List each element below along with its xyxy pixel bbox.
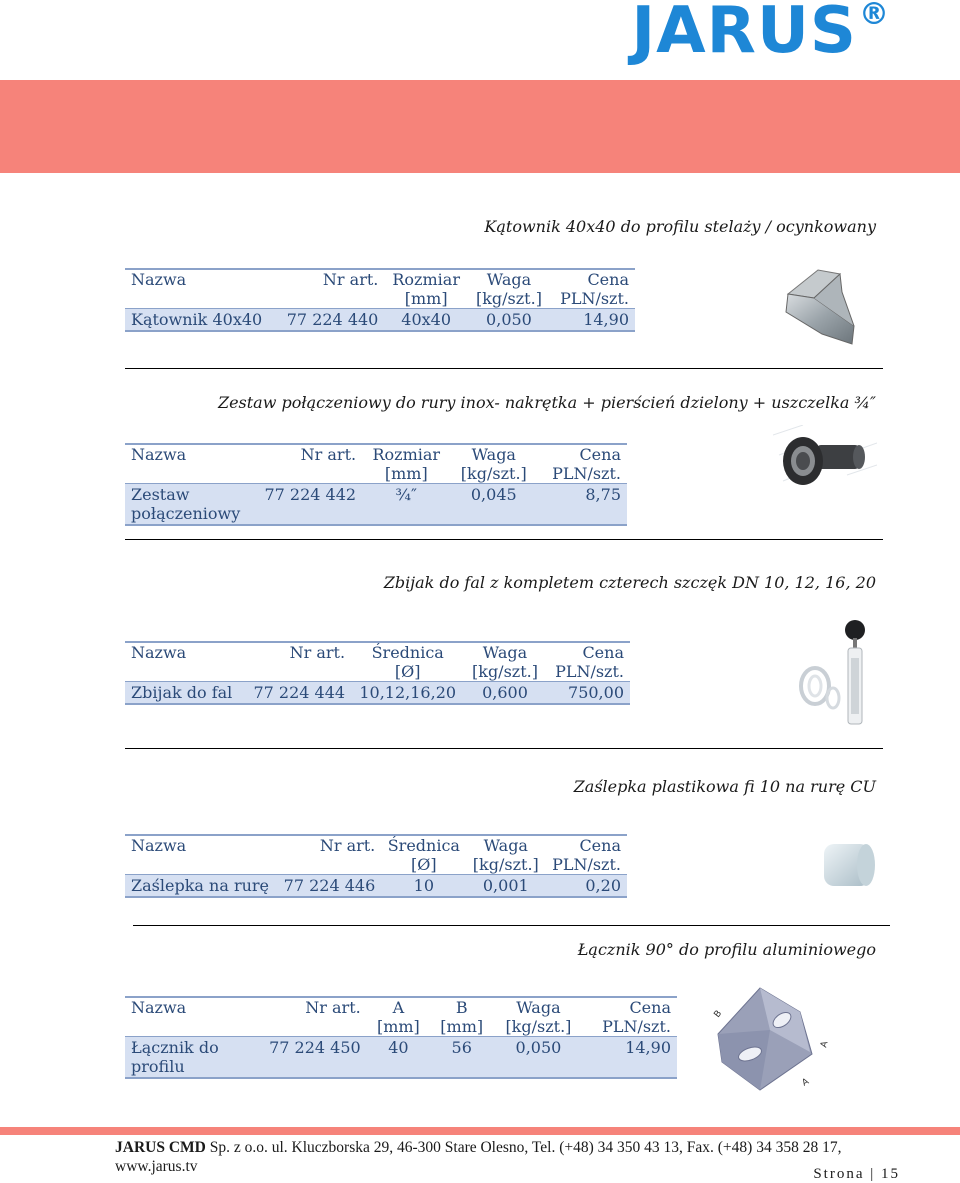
cell-article: 77 224 442	[247, 484, 362, 526]
cell-weight: 0,045	[450, 484, 537, 526]
cell-price: 14,90	[550, 309, 635, 332]
cell-size: 10,12,16,20	[351, 682, 464, 705]
section-divider	[125, 748, 883, 749]
col-header: Nr art.	[247, 997, 367, 1037]
col-header: Rozmiar [mm]	[384, 269, 468, 309]
footer-band	[0, 1127, 960, 1135]
section-divider	[125, 368, 883, 369]
col-header: B [mm]	[430, 997, 493, 1037]
col-header: Waga [kg/szt.]	[450, 444, 537, 484]
spec-table	[125, 268, 635, 332]
col-header: Waga [kg/szt.]	[464, 642, 545, 682]
table-row	[125, 484, 627, 526]
table-row	[125, 1037, 677, 1079]
plastic-cap-image	[818, 834, 882, 896]
cell-name: Zbijak do fal	[125, 682, 243, 705]
col-header: Rozmiar [mm]	[362, 444, 450, 484]
footer-company: JARUS CMD	[115, 1139, 206, 1156]
col-header: Cena PLN/szt.	[546, 642, 630, 682]
cell-size: 10	[381, 875, 466, 898]
table-row	[125, 875, 627, 898]
section-divider	[125, 539, 883, 540]
col-header: Nazwa	[125, 444, 247, 484]
footer-address	[115, 1138, 841, 1176]
cell-price: 750,00	[546, 682, 630, 705]
cell-weight: 0,050	[493, 1037, 583, 1079]
cell-size: ¾″	[362, 484, 450, 526]
product-title: Zestaw połączeniowy do rury inox- nakrętka + pierścień dzielony + uszczelka ¾″	[217, 393, 876, 412]
section-divider	[133, 925, 890, 926]
dimension-label-a2: A	[800, 1076, 811, 1089]
col-header: Nr art.	[243, 642, 351, 682]
cell-size: 40x40	[384, 309, 468, 332]
cell-price: 8,75	[537, 484, 627, 526]
product-title: Zaślepka plastikowa fi 10 na rurę CU	[573, 777, 876, 796]
spec-table	[125, 834, 627, 898]
footer-address-text: Sp. z o.o. ul. Kluczborska 29, 46-300 Stare Olesno, Tel. (+48) 34 350 43 13, Fax. (+48) 34 358 28 17,	[205, 1139, 842, 1156]
col-header: Średnica [Ø]	[381, 835, 466, 875]
cell-price: 0,20	[545, 875, 627, 898]
product-title: Łącznik 90° do profilu aluminiowego	[577, 940, 876, 959]
dimension-label-b: B	[712, 1008, 725, 1020]
col-header: Waga [kg/szt.]	[468, 269, 550, 309]
dimension-label-a: A	[819, 1040, 831, 1049]
cell-article: 77 224 444	[243, 682, 351, 705]
col-header: Nr art.	[247, 444, 362, 484]
cell-name: Łącznik do profilu	[125, 1037, 247, 1079]
col-header: Cena PLN/szt.	[545, 835, 627, 875]
cell-dim-a: 40	[367, 1037, 430, 1079]
corner-connector-image	[700, 982, 845, 1100]
col-header: Nazwa	[125, 269, 275, 309]
page-number: Strona | 15	[813, 1166, 900, 1182]
cell-article: 77 224 440	[275, 309, 384, 332]
cell-weight: 0,001	[466, 875, 545, 898]
col-header: Nazwa	[125, 642, 243, 682]
col-header: Cena PLN/szt.	[550, 269, 635, 309]
spec-table	[125, 996, 677, 1079]
cell-name: Zestaw połączeniowy	[125, 484, 247, 526]
cell-weight: 0,050	[468, 309, 550, 332]
col-header: Cena PLN/szt.	[583, 997, 677, 1037]
col-header: Cena PLN/szt.	[537, 444, 627, 484]
header-band	[0, 80, 960, 173]
table-row	[125, 682, 630, 705]
cell-article: 77 224 446	[277, 875, 382, 898]
product-title: Zbijak do fal z kompletem czterech szczęk DN 10, 12, 16, 20	[383, 573, 876, 592]
col-header: Nazwa	[125, 835, 277, 875]
col-header: Waga [kg/szt.]	[466, 835, 545, 875]
col-header: Nr art.	[277, 835, 382, 875]
cell-name: Kątownik 40x40	[125, 309, 275, 332]
col-header: Nr art.	[275, 269, 384, 309]
col-header: Nazwa	[125, 997, 247, 1037]
cell-article: 77 224 450	[247, 1037, 367, 1079]
wave-punch-image	[795, 618, 885, 736]
col-header: Średnica [Ø]	[351, 642, 464, 682]
cell-price: 14,90	[583, 1037, 677, 1079]
spec-table	[125, 641, 630, 705]
cell-weight: 0,600	[464, 682, 545, 705]
col-header: A [mm]	[367, 997, 430, 1037]
product-title: Kątownik 40x40 do profilu stelaży / ocynkowany	[484, 217, 876, 236]
angle-bracket-image	[778, 262, 860, 348]
jarus-logo: JARUS®	[631, 0, 890, 68]
footer-website: www.jarus.tv	[115, 1158, 198, 1175]
spec-table	[125, 443, 627, 526]
cell-name: Zaślepka na rurę	[125, 875, 277, 898]
table-row	[125, 309, 635, 332]
cell-dim-b: 56	[430, 1037, 493, 1079]
col-header: Waga [kg/szt.]	[493, 997, 583, 1037]
connector-set-image	[773, 425, 877, 491]
